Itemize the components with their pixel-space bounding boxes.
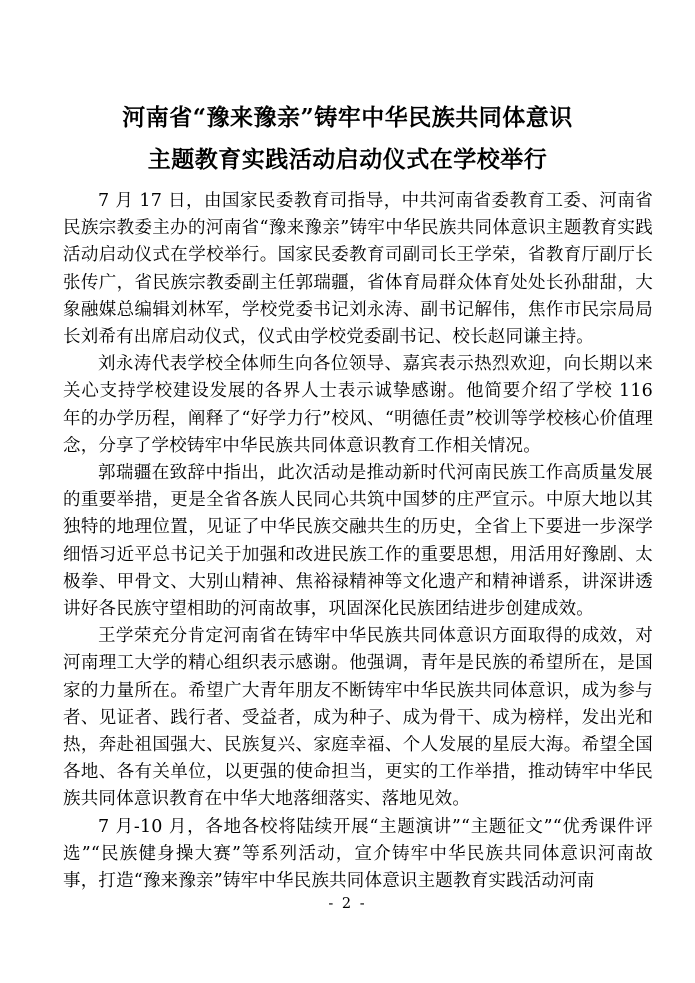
document-title: [0, 0, 695, 181]
document-title-line-2: 主题教育实践活动启动仪式在学校举行: [147, 146, 548, 173]
paragraph-3: 郭瑞疆在致辞中指出，此次活动是推动新时代河南民族工作高质量发展的重要举措，更是全省各族人民同心共筑中国梦的庄严宣示。中原大地以其独特的地理位置，见证了中华民族交融共生的历史，全省上下要进一步深学细悟习近平总书记关于加强和改进民族工作的重要思想，用活用好豫剧、太极拳、甲骨文、大别山精神、焦裕禄精神等文化遗产和精神谱系，讲深讲透讲好各民族守望相助的河南故事，巩固深化民族团结进步创建成效。: [63, 463, 653, 620]
page-number: - 2 -: [328, 896, 367, 912]
document-title-line-1: 河南省“豫来豫亲”铸牢中华民族共同体意识: [122, 104, 573, 131]
paragraph-1: 7 月 17 日，由国家民委教育司指导，中共河南省委教育工委、河南省民族宗教委主办的河南省“豫来豫亲”铸牢中华民族共同体意识主题教育实践活动启动仪式在学校举行。国家民委教育司副司长王学荣，省教育厅副厅长张传广，省民族宗教委副主任郭瑞疆，省体育局群众体育处处长孙甜甜，大象融媒总编辑刘林军，学校党委书记刘永涛、副书记解伟，焦作市民宗局局长刘希有出席启动仪式，仪式由学校党委副书记、校长赵同谦主持。: [63, 191, 653, 348]
paragraph-5: 7 月-10 月，各地各校将陆续开展“主题演讲”“主题征文”“优秀课件评选”“民族健身操大赛”等系列活动，宣介铸牢中华民族共同体意识河南故事，打造“豫来豫亲”铸牢中华民族共同体意识主题教育实践活动河南: [63, 816, 653, 892]
paragraph-4: 王学荣充分肯定河南省在铸牢中华民族共同体意识方面取得的成效，对河南理工大学的精心组织表示感谢。他强调，青年是民族的希望所在，是国家的力量所在。希望广大青年朋友不断铸牢中华民族共同体意识，成为参与者、见证者、践行者、受益者，成为种子、成为骨干、成为榜样，发出光和热，奔赴祖国强大、民族复兴、家庭幸福、个人发展的星辰大海。希望全国各地、各有关单位，以更强的使命担当，更实的工作举措，推动铸牢中华民族共同体意识教育在中华大地落细落实、落地见效。: [63, 626, 653, 810]
paragraph-2: 刘永涛代表学校全体师生向各位领导、嘉宾表示热烈欢迎，向长期以来关心支持学校建设发展的各界人士表示诚挚感谢。他简要介绍了学校 116 年的办学历程，阐释了“好学力行”校风、“明德任责”校训等学校核心价值理念，分享了学校铸牢中华民族共同体意识教育工作相关情况。: [63, 354, 653, 456]
document-body: [63, 188, 653, 895]
